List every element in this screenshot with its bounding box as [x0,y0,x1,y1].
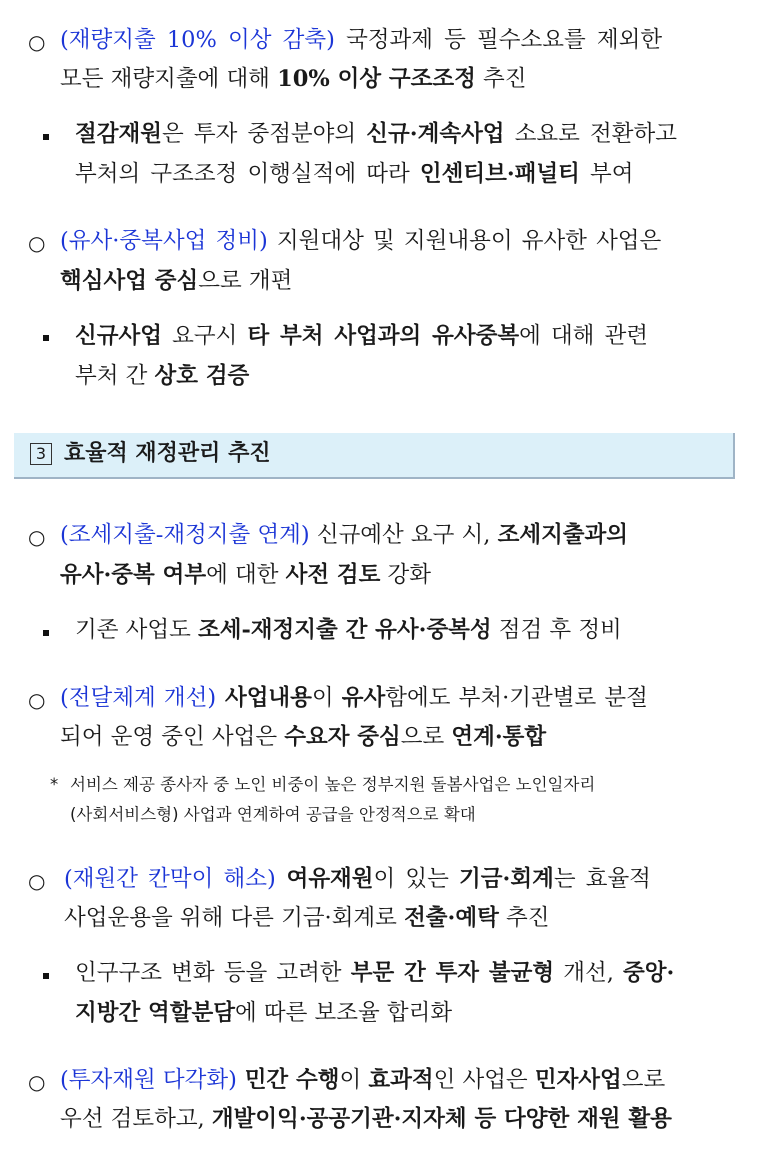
section-number: 3 [30,443,52,465]
item-line-2: 핵심사업 중심으로 개편 [60,268,293,294]
item-line-1: (재량지출 10% 이상 감축) 국정과제 등 필수소요를 제외한 [60,27,663,53]
item-line-1: (조세지출-재정지출 연계) 신규예산 요구 시, 조세지출과의 [60,522,629,548]
item-line-1: (재원간 칸막이 해소) 여유재원이 있는 기금·회계는 효율적 [64,866,651,892]
item-key: (재량지출 10% 이상 감축) [60,27,335,53]
square-bullet [43,630,49,636]
section-title: 효율적 재정관리 추진 [64,441,271,466]
item-line-1: (투자재원 다각화) 민간 수행이 효과적인 사업은 민자사업으로 [60,1067,666,1093]
circle-bullet: ○ [28,30,46,54]
item-line-1: (전달체계 개선) 사업내용이 유사함에도 부처·기관별로 분절 [60,685,648,711]
square-bullet [43,335,49,341]
circle-bullet: ○ [28,688,46,712]
square-bullet [43,973,49,979]
sub-line-1: 기존 사업도 조세-재정지출 간 유사·중복성 점검 후 정비 [75,617,622,643]
sub-line-2: 부처 간 상호 검증 [75,363,250,389]
square-bullet [43,134,49,140]
item-line-2: 모든 재량지출에 대해 10% 이상 구조조정 추진 [60,66,527,92]
sub-line-2: 부처의 구조조정 이행실적에 따라 인센티브·패널티 부여 [75,161,634,187]
item-line-2: 되어 운영 중인 사업은 수요자 중심으로 연계·통합 [60,724,547,750]
sub-line-1: 신규사업 요구시 타 부처 사업과의 유사중복에 대해 관련 [75,323,649,349]
sub-line-1: 절감재원은 투자 중점분야의 신규·계속사업 소요로 전환하고 [75,121,677,147]
circle-bullet: ○ [28,231,46,255]
section-header [14,433,735,479]
item-line-2: 유사·중복 여부에 대한 사전 검토 강화 [60,562,431,588]
circle-bullet: ○ [28,525,46,549]
item-line-1: (유사·중복사업 정비) 지원대상 및 지원내용이 유사한 사업은 [60,228,662,254]
circle-bullet: ○ [28,1070,46,1094]
note-asterisk: * [50,775,59,794]
item-line-2: 사업운용을 위해 다른 기금·회계로 전출·예탁 추진 [64,905,550,931]
circle-bullet: ○ [28,869,46,893]
sub-line-2: 지방간 역할분담에 따른 보조율 합리화 [75,1000,453,1026]
sub-line-1: 인구구조 변화 등을 고려한 부문 간 투자 불균형 개선, 중앙· [75,960,675,986]
note-line-2: (사회서비스형) 사업과 연계하여 공급을 안정적으로 확대 [70,805,476,824]
note-line-1: 서비스 제공 종사자 중 노인 비중이 높은 정부지원 돌봄사업은 노인일자리 [70,775,596,794]
item-line-2: 우선 검토하고, 개발이익·공공기관·지자체 등 다양한 재원 활용 [60,1106,672,1132]
